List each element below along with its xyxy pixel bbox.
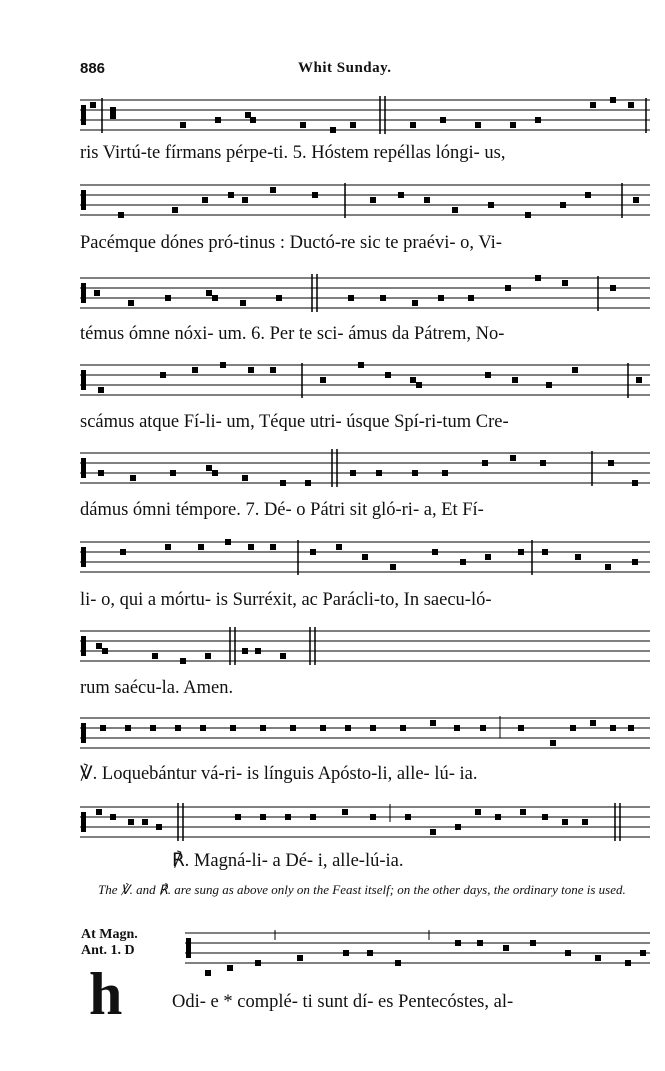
music-staff-antiphon xyxy=(185,928,650,980)
lyric-line-1: ris Virtú-te fírmans pérpe-ti. 5. Hóstem repéllas lóngi- us, xyxy=(80,143,506,163)
music-staff-6 xyxy=(80,537,650,587)
lyric-line-7: rum saécu-la. Amen. xyxy=(80,678,234,698)
music-staff-4 xyxy=(80,360,650,410)
lyric-line-6: li- o, qui a mórtu- is Surréxit, ac Parácli-to, In saecu-ló- xyxy=(80,590,492,610)
rubric-note: The ℣. and ℟. are sung as above only on the Feast itself; on the other days, the ordinary tone is used. xyxy=(98,882,626,897)
lyric-line-2: Pacémque dónes pró-tinus : Ductó-re sic te praévi- o, Vi- xyxy=(80,233,502,253)
music-staff-9 xyxy=(80,802,650,852)
music-staff-2 xyxy=(80,180,650,230)
lyric-line-9: ℟. Magná-li- a Dé- i, alle-lú-ia. xyxy=(172,851,404,871)
antiphon-lyrics: Odi- e * complé- ti sunt dí- es Pentecóstes, al- xyxy=(172,992,514,1012)
antiphon-mode: Ant. 1. D xyxy=(81,943,135,958)
music-staff-8 xyxy=(80,713,650,763)
music-staff-1 xyxy=(80,95,650,145)
music-staff-7 xyxy=(80,626,650,676)
drop-cap-initial: h xyxy=(89,961,123,1027)
page-title: Whit Sunday. xyxy=(298,60,392,76)
music-staff-3 xyxy=(80,273,650,323)
music-staff-5 xyxy=(80,448,650,498)
lyric-line-5: dámus ómni témpore. 7. Dé- o Pátri sit gló-ri- a, Et Fí- xyxy=(80,500,484,520)
lyric-line-4: scámus atque Fí-li- um, Téque utri- úsque Spí-ri-tum Cre- xyxy=(80,412,509,432)
antiphon-label: At Magn. xyxy=(81,927,138,942)
lyric-line-8: ℣. Loquebántur vá-ri- is línguis Apósto-li, alle- lú- ia. xyxy=(80,764,478,784)
page-number: 886 xyxy=(80,60,106,77)
lyric-line-3: témus ómne nóxi- um. 6. Per te sci- ámus da Pátrem, No- xyxy=(80,324,505,344)
